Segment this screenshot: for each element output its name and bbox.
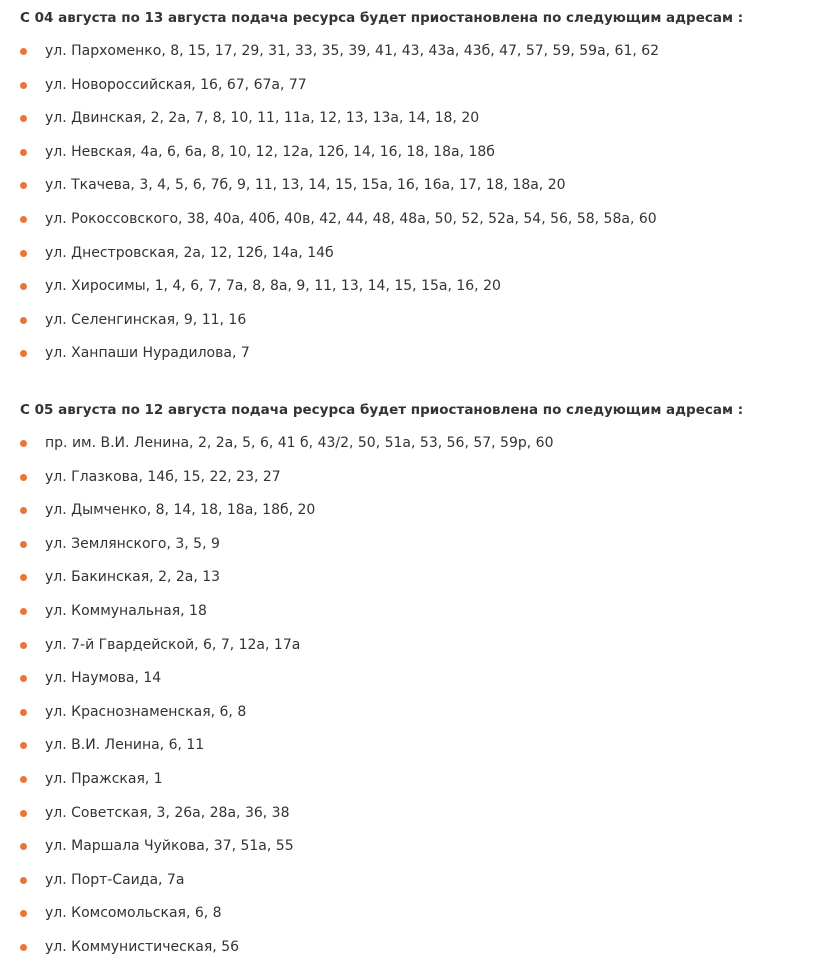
address-text: ул. Пархоменко, 8, 15, 17, 29, 31, 33, 35, 39, 41, 43, 43а, 43б, 47, 57, 59, 59а, 61, 62 xyxy=(45,43,660,59)
section-heading: С 05 августа по 12 августа подача ресурса будет приостановлена по следующим адресам : xyxy=(20,402,744,418)
bullet-icon xyxy=(20,877,27,884)
list-item xyxy=(20,277,829,311)
address-text: ул. Коммунистическая, 56 xyxy=(45,938,240,955)
bullet-icon xyxy=(20,82,27,89)
address-text: ул. Коммунальная, 18 xyxy=(45,602,207,619)
bullet-icon xyxy=(20,216,27,223)
list-item xyxy=(20,837,829,871)
bullet-icon xyxy=(20,642,27,649)
list-item xyxy=(20,176,829,210)
list-item xyxy=(20,210,829,244)
list-item xyxy=(20,938,829,972)
address-text: ул. Бакинская, 2, 2а, 13 xyxy=(45,569,221,586)
list-item xyxy=(20,703,829,737)
bullet-icon xyxy=(20,742,27,749)
bullet-icon xyxy=(20,48,27,55)
address-text: ул. Днестровская, 2а, 12, 12б, 14а, 14б xyxy=(45,244,334,261)
list-item xyxy=(20,568,829,602)
bullet-icon xyxy=(20,250,27,257)
address-text: ул. Комсомольская, 6, 8 xyxy=(45,905,222,922)
bullet-icon xyxy=(20,574,27,581)
list-item xyxy=(20,871,829,905)
address-list xyxy=(20,42,829,378)
list-item xyxy=(20,636,829,670)
address-text: ул. Рокоссовского, 38, 40а, 40б, 40в, 42, 44, 48, 48а, 50, 52, 52а, 54, 56, 58, 58а, 60 xyxy=(45,210,657,227)
address-text: пр. им. В.И. Ленина, 2, 2а, 5, 6, 41 б, 43/2, 50, 51а, 53, 56, 57, 59р, 60 xyxy=(45,435,554,451)
address-text: ул. Ткачева, 3, 4, 5, 6, 7б, 9, 11, 13, 14, 15, 15а, 16, 16а, 17, 18, 18а, 20 xyxy=(45,177,566,194)
bullet-icon xyxy=(20,440,27,447)
address-text: ул. Хиросимы, 1, 4, 6, 7, 7а, 8, 8а, 9, 11, 13, 14, 15, 15а, 16, 20 xyxy=(45,278,501,295)
address-text: ул. Двинская, 2, 2а, 7, 8, 10, 11, 11а, 12, 13, 13а, 14, 18, 20 xyxy=(45,110,480,127)
address-text: ул. Маршала Чуйкова, 37, 51а, 55 xyxy=(45,838,294,855)
list-item xyxy=(20,535,829,569)
address-text: ул. Пражская, 1 xyxy=(45,770,163,787)
list-item xyxy=(20,501,829,535)
list-item xyxy=(20,904,829,938)
bullet-icon xyxy=(20,776,27,783)
list-item xyxy=(20,736,829,770)
bullet-icon xyxy=(20,910,27,917)
bullet-icon xyxy=(20,541,27,548)
bullet-icon xyxy=(20,149,27,156)
outage-section-aug-04-13 xyxy=(20,8,829,378)
list-item xyxy=(20,143,829,177)
bullet-icon xyxy=(20,182,27,189)
list-item xyxy=(20,804,829,838)
bullet-icon xyxy=(20,507,27,514)
bullet-icon xyxy=(20,283,27,290)
bullet-icon xyxy=(20,350,27,357)
bullet-icon xyxy=(20,843,27,850)
outage-section-aug-05-12 xyxy=(20,400,829,972)
list-item xyxy=(20,76,829,110)
bullet-icon xyxy=(20,709,27,716)
list-item xyxy=(20,669,829,703)
address-text: ул. Землянского, 3, 5, 9 xyxy=(45,535,220,552)
bullet-icon xyxy=(20,474,27,481)
address-text: ул. Краснознаменская, 6, 8 xyxy=(45,703,247,720)
list-item xyxy=(20,434,829,468)
list-item xyxy=(20,468,829,502)
address-text: ул. Глазкова, 14б, 15, 22, 23, 27 xyxy=(45,468,281,485)
list-item xyxy=(20,244,829,278)
section-heading: С 04 августа по 13 августа подача ресурса будет приостановлена по следующим адресам : xyxy=(20,10,744,26)
list-item xyxy=(20,344,829,378)
bullet-icon xyxy=(20,675,27,682)
list-item xyxy=(20,109,829,143)
address-text: ул. Наумова, 14 xyxy=(45,670,162,687)
bullet-icon xyxy=(20,944,27,951)
address-text: ул. Дымченко, 8, 14, 18, 18а, 18б, 20 xyxy=(45,502,316,519)
bullet-icon xyxy=(20,317,27,324)
address-text: ул. Советская, 3, 26а, 28а, 36, 38 xyxy=(45,804,290,821)
address-list xyxy=(20,434,829,972)
bullet-icon xyxy=(20,810,27,817)
address-text: ул. Селенгинская, 9, 11, 16 xyxy=(45,311,247,328)
address-text: ул. Порт-Саида, 7а xyxy=(45,871,185,888)
address-text: ул. В.И. Ленина, 6, 11 xyxy=(45,737,205,754)
list-item xyxy=(20,311,829,345)
bullet-icon xyxy=(20,115,27,122)
list-item xyxy=(20,770,829,804)
address-text: ул. Новороссийская, 16, 67, 67а, 77 xyxy=(45,76,307,93)
address-text: ул. 7-й Гвардейской, 6, 7, 12а, 17а xyxy=(45,636,301,653)
bullet-icon xyxy=(20,608,27,615)
list-item xyxy=(20,42,829,76)
address-text: ул. Невская, 4а, 6, 6а, 8, 10, 12, 12а, 12б, 14, 16, 18, 18а, 18б xyxy=(45,143,495,160)
address-text: ул. Ханпаши Нурадилова, 7 xyxy=(45,345,250,362)
list-item xyxy=(20,602,829,636)
